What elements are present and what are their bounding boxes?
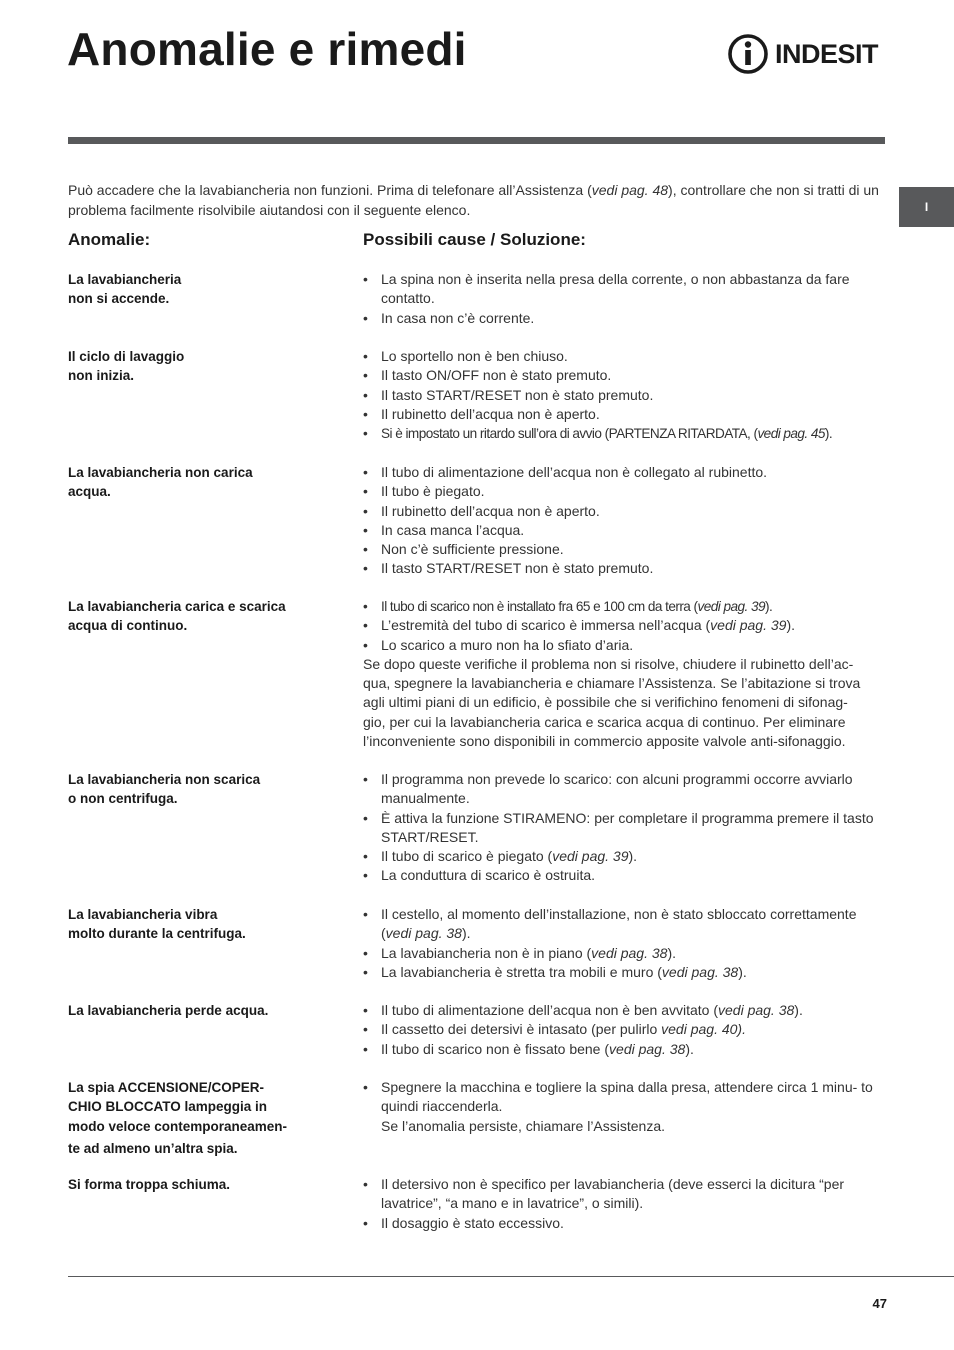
anomaly-label xyxy=(68,770,336,809)
anomaly-label xyxy=(68,1001,336,1020)
page-reference: vedi pag. 39 xyxy=(697,599,765,614)
list-item: • Il programma non prevede lo scarico: con alcuni programmi occorre avviarlo manualmente. xyxy=(363,770,888,809)
page-reference: vedi pag. 38 xyxy=(591,944,668,961)
causes-heading: Possibili cause / Soluzione: xyxy=(363,230,586,249)
anomaly-line: La lavabiancheria carica e scarica xyxy=(68,599,286,614)
cause-list xyxy=(363,1078,888,1136)
page-reference: vedi pag. 38 xyxy=(385,925,462,942)
list-item: • Spegnere la macchina e togliere la spina dalla presa, attendere circa 1 minu- to quindi riaccenderla. Se l’anomalia persiste, chiamare l’Assistenza. xyxy=(363,1078,888,1136)
anomaly-label xyxy=(68,1175,336,1194)
anomaly-line: modo veloce contemporaneamen- xyxy=(68,1118,288,1134)
page-reference: vedi pag. 39 xyxy=(552,848,629,865)
page-title: Anomalie e rimedi xyxy=(67,23,467,75)
cause-list xyxy=(363,1175,888,1233)
anomaly-label xyxy=(68,270,336,309)
list-item: • Il rubinetto dell’acqua non è aperto. xyxy=(363,502,888,521)
anomaly-line: La lavabiancheria perde acqua. xyxy=(68,1003,269,1018)
anomaly-line: non si accende. xyxy=(68,291,170,307)
anomaly-label xyxy=(68,1078,336,1159)
cause-list xyxy=(363,347,888,443)
cause-list xyxy=(363,463,888,579)
list-item: • Lo sportello non è ben chiuso. xyxy=(363,347,888,366)
anomaly-line: Si forma troppa schiuma. xyxy=(68,1177,231,1192)
footer-rule xyxy=(68,1276,954,1277)
page-reference: vedi pag. 38 xyxy=(609,1040,686,1057)
list-item: • Il rubinetto dell’acqua non è aperto. xyxy=(363,405,888,424)
brand-name: INDESIT xyxy=(775,38,879,69)
anomaly-line: o non centrifuga. xyxy=(68,791,178,807)
list-item: • Il cestello, al momento dell’installazione, non è stato sbloccato correttamente (vedi pag. 38). xyxy=(363,905,888,944)
anomaly-line: acqua di continuo. xyxy=(68,618,188,634)
cause-list xyxy=(363,905,888,982)
list-item: • Il detersivo non è specifico per lavabiancheria (deve esserci la dicitura “per lavatrice”, “a mano e in lavatrice”, o simili). xyxy=(363,1175,888,1214)
list-item: • La lavabiancheria non è in piano (vedi pag. 38). xyxy=(363,944,888,963)
anomaly-label xyxy=(68,347,336,386)
list-item: • Il tubo di scarico è piegato (vedi pag. 39). xyxy=(363,847,888,866)
page-reference: vedi pag. 38 xyxy=(661,963,739,980)
header-rule xyxy=(68,137,885,144)
list-item: • Lo scarico a muro non ha lo sfiato d’aria. xyxy=(363,636,888,655)
cause-list xyxy=(363,270,888,328)
list-item: • La lavabiancheria è stretta tra mobili e muro (vedi pag. 38). xyxy=(363,963,888,982)
list-item: • È attiva la funzione STIRAMENO: per completare il programma premere il tasto START/RESET. xyxy=(363,809,888,848)
anomaly-line: La spia ACCENSIONE/COPER- xyxy=(68,1080,265,1095)
anomaly-line: molto durante la centrifuga. xyxy=(68,926,246,942)
list-item: • Il tasto START/RESET non è stato premuto. xyxy=(363,559,888,578)
list-item: • In casa manca l’acqua. xyxy=(363,521,888,540)
list-item: • Il dosaggio è stato eccessivo. xyxy=(363,1214,888,1233)
list-item: • Il tasto ON/OFF non è stato premuto. xyxy=(363,366,888,385)
list-item: • Il tubo di scarico non è installato fra 65 e 100 cm da terra (vedi pag. 39). xyxy=(363,597,888,616)
list-item-note: Se l’anomalia persiste, chiamare l’Assistenza. xyxy=(381,1117,666,1134)
cause-list xyxy=(363,597,888,751)
list-item: • Il tubo di scarico non è fissato bene (vedi pag. 38). xyxy=(363,1040,888,1059)
list-item: • Il tubo di alimentazione dell’acqua non è collegato al rubinetto. xyxy=(363,463,888,482)
anomaly-label xyxy=(68,905,336,944)
list-item: • Il tubo di alimentazione dell’acqua non è ben avvitato (vedi pag. 38). xyxy=(363,1001,888,1020)
language-tab: I xyxy=(899,187,954,227)
list-item: • La conduttura di scarico è ostruita. xyxy=(363,866,888,885)
list-item: • Il tubo è piegato. xyxy=(363,482,888,501)
page-reference: vedi pag. 45 xyxy=(757,426,825,442)
list-item: • Non c’è sufficiente pressione. xyxy=(363,540,888,559)
indesit-i-icon xyxy=(727,33,769,75)
list-item: • La spina non è inserita nella presa della corrente, o non abbastanza da fare contatto. xyxy=(363,270,888,309)
page-number: 47 xyxy=(872,1296,887,1311)
anomaly-line: CHIO BLOCCATO lampeggia in xyxy=(68,1099,268,1115)
anomaly-line: La lavabiancheria xyxy=(68,272,182,287)
page-reference: vedi pag. 39 xyxy=(710,617,787,634)
anomaly-line: La lavabiancheria non scarica xyxy=(68,772,261,787)
anomaly-line: te ad almeno un’altra spia. xyxy=(68,1141,238,1157)
brand-logo xyxy=(727,32,887,76)
anomalies-heading: Anomalie: xyxy=(68,230,151,249)
anomaly-line: non inizia. xyxy=(68,368,134,384)
anomaly-line: La lavabiancheria non carica xyxy=(68,465,253,480)
intro-text: Può accadere che la lavabiancheria non funzioni. Prima di telefonare all’Assistenza (vedi pag. 48), controllare che non si tratti di un problema facilmente risolvibile aiutandosi con il seguente elenco. xyxy=(68,182,879,218)
cause-note: Se dopo queste verifiche il problema non si risolve, chiudere il rubinetto dell’ac- qua, spegnere la lavabiancheria e chiamare l’Assistenza. Se l’abitazione si trova agli ultimi piani di un edificio, è possibile che si verifichino fenomeni di sifonag- gio, per cui la lavabiancheria carica e scarica acqua di continuo. Per eliminare l’inconveniente sono disponibili in commercio apposite valvole anti-sifonaggio. xyxy=(363,655,861,750)
list-item: • Il cassetto dei detersivi è intasato (per pulirlo vedi pag. 40). xyxy=(363,1020,888,1039)
anomaly-line: La lavabiancheria vibra xyxy=(68,907,218,922)
cause-list xyxy=(363,1001,888,1059)
anomaly-label xyxy=(68,597,336,636)
list-item: • Il tasto START/RESET non è stato premuto. xyxy=(363,386,888,405)
page-reference: vedi pag. 40). xyxy=(661,1021,746,1038)
anomaly-line: acqua. xyxy=(68,484,111,500)
page-reference: vedi pag. 38 xyxy=(718,1002,795,1018)
list-item: • L’estremità del tubo di scarico è immersa nell’acqua (vedi pag. 39). xyxy=(363,616,888,635)
cause-list xyxy=(363,770,888,886)
list-item: • In casa non c’è corrente. xyxy=(363,309,888,328)
anomaly-line: Il ciclo di lavaggio xyxy=(68,349,185,364)
anomaly-label xyxy=(68,463,336,502)
list-item: • Si è impostato un ritardo sull’ora di avvio (PARTENZA RITARDATA, (vedi pag. 45). xyxy=(363,424,888,443)
